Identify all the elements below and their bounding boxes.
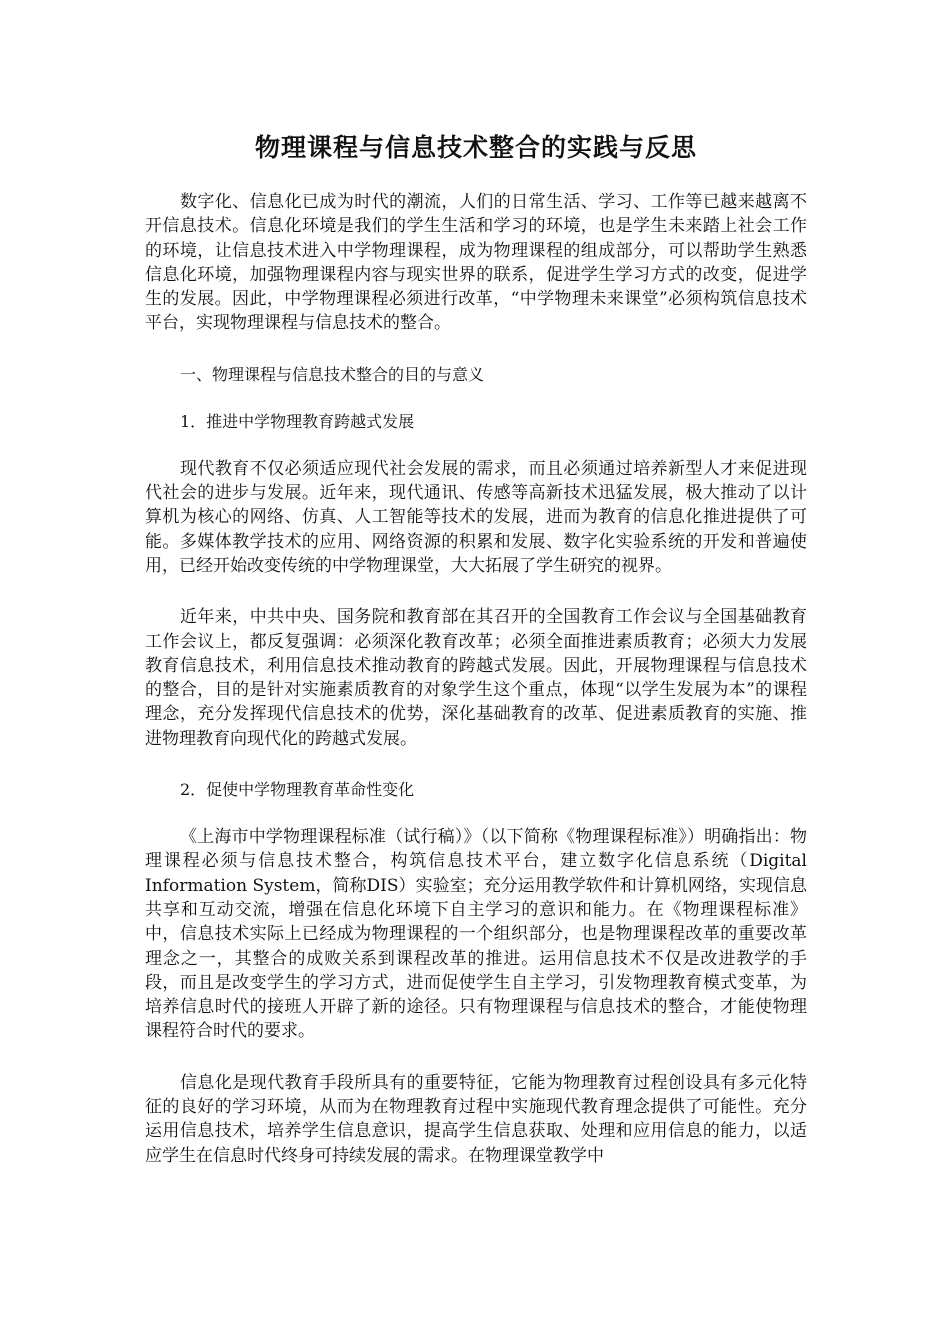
intro-paragraph: 数字化、信息化已成为时代的潮流，人们的日常生活、学习、工作等已越来越离不开信息技术。信息化环境是我们的学生生活和学习的环境，也是学生未来踏上社会工作的环境，让信息技术进入中学物理课程，成为物理课程的组成部分，可以帮助学生熟悉信息化环境，加强物理课程内容与现实世界的联系，促进学生学习方式的改变，促进学生的发展。因此，中学物理课程必须进行改革，“中学物理未来课堂”必须构筑信息技术平台，实现物理课程与信息技术的整合。 xyxy=(145,192,807,334)
subsection-1-heading: 1．推进中学物理教育跨越式发展 xyxy=(180,411,415,431)
subsection-2-paragraph-1: 《上海市中学物理课程标准（试行稿）》（以下简称《物理课程标准》）明确指出：物理课程必须与信息技术整合，构筑信息技术平台，建立数字化信息系统（Digital Information System，简称DIS）实验室；充分运用教学软件和计算机网络，实现信息共享和互动交流，增强在信息化环境下自主学习的意识和能力。在《物理课程标准》中，信息技术实际上已经成为物理课程的一个组织部分，也是物理课程改革的重要改革理念之一，其整合的成败关系到课程改革的推进。运用信息技术不仅是改进教学的手段，而且是改变学生的学习方式，进而促使学生自主学习，引发物理教育模式变革，为培养信息时代的接班人开辟了新的途径。只有物理课程与信息技术的整合，才能使物理课程符合时代的要求。 xyxy=(145,827,807,1042)
subsection-1-paragraph-1: 现代教育不仅必须适应现代社会发展的需求，而且必须通过培养新型人才来促进现代社会的进步与发展。近年来，现代通讯、传感等高新技术迅猛发展，极大推动了以计算机为核心的网络、仿真、人工智能等技术的发展，进而为教育的信息化推进提供了可能。多媒体教学技术的应用、网络资源的积累和发展、数字化实验系统的开发和普遍使用，已经开始改变传统的中学物理课堂，大大拓展了学生研究的视界。 xyxy=(145,458,807,576)
section-1-heading: 一、物理课程与信息技术整合的目的与意义 xyxy=(180,364,485,384)
subsection-1-paragraph-2: 近年来，中共中央、国务院和教育部在其召开的全国教育工作会议与全国基础教育工作会议上，都反复强调：必须深化教育改革；必须全面推进素质教育；必须大力发展教育信息技术，利用信息技术推动教育的跨越式发展。因此，开展物理课程与信息技术的整合，目的是针对实施素质教育的对象学生这个重点，体现“以学生发展为本”的课程理念，充分发挥现代信息技术的优势，深化基础教育的改革、促进素质教育的实施、推进物理教育向现代化的跨越式发展。 xyxy=(145,607,807,749)
subsection-2-heading: 2．促使中学物理教育革命性变化 xyxy=(180,780,415,800)
document-title: 物理课程与信息技术整合的实践与反思 xyxy=(254,133,697,162)
document-page xyxy=(145,128,807,1168)
subsection-2-paragraph-2: 信息化是现代教育手段所具有的重要特征，它能为物理教育过程创设具有多元化特征的良好的学习环境，从而为在物理教育过程中实施现代教育理念提供了可能性。充分运用信息技术，培养学生信息意识，提高学生信息获取、处理和应用信息的能力，以适应学生在信息时代终身可持续发展的需求。在物理课堂教学中 xyxy=(145,1072,807,1166)
